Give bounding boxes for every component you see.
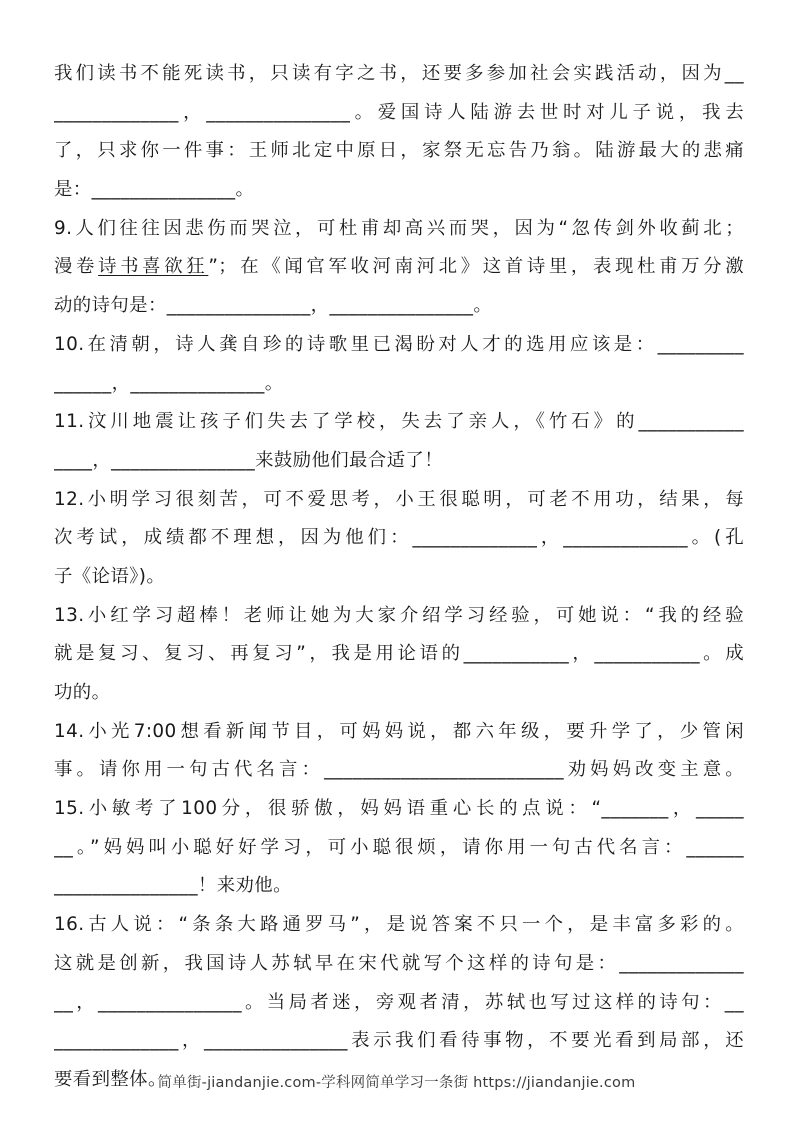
text-line: 我们读书不能死读书，只读有字之书，还要多参加社会实践活动，因为__ xyxy=(54,63,744,84)
question-10-line: 10.在清朝，诗人龚自珍的诗歌里已渴盼对人才的选用应该是：_________ xyxy=(54,333,744,355)
text-line: 功的。 xyxy=(54,682,111,703)
question-16-line: 16.古人说：“条条大路通罗马”，是说答案不只一个，是丰富多彩的。 xyxy=(54,914,744,936)
question-11-line: 11.汶川地震让孩子们失去了学校，失去了亲人，《竹石》的___________ xyxy=(54,411,744,433)
question-9-line: 9.人们往往因悲伤而哭泣，可杜甫却高兴而哭，因为“忽传剑外收蓟北； xyxy=(54,217,744,239)
question-13-line: 13.小红学习超棒！老师让她为大家介绍学习经验，可她说：“我的经验 xyxy=(54,604,744,626)
line-prefix: 漫卷 xyxy=(54,256,99,278)
text-line: _____________，_______________表示我们看待事物，不要光看到局部，还 xyxy=(54,1030,744,1052)
text-line: 要看到整体。 xyxy=(54,1068,167,1090)
text-line: 事。请你用一句古代名言：_________________________劝妈妈改变主意。 xyxy=(54,759,744,781)
text-line: _____________，_______________。爱国诗人陆游去世时对儿子说，我去 xyxy=(54,101,744,123)
text-line: _______________！来劝他。 xyxy=(54,875,292,897)
text-line: 这就是创新，我国诗人苏轼早在宋代就写个这样的诗句是：_____________ xyxy=(54,952,744,974)
text-line: 了，只求你一件事：王师北定中原日，家祭无忘告乃翁。陆游最大的悲痛 xyxy=(54,140,744,162)
text-line: 是：_______________。 xyxy=(54,179,255,201)
text-line xyxy=(54,248,744,287)
question-14-line: 14.小光7:00想看新闻节目，可妈妈说，都六年级，要升学了，少管闲 xyxy=(54,720,744,742)
text-line: 动的诗句是：_______________，_______________。 xyxy=(54,295,493,317)
question-15-line: 15.小敏考了100分，很骄傲，妈妈语重心长的点说：“_______，_____ xyxy=(54,798,744,820)
question-12-line: 12.小明学习很刻苦，可不爱思考，小王很聪明，可老不用功，结果，每 xyxy=(54,488,744,510)
text-line: ____，_______________来鼓励他们最合适了！ xyxy=(54,449,444,471)
text-line: __，_______________。当局者迷，旁观者清，苏轼也写过这样的诗句：__ xyxy=(54,991,744,1013)
line-suffix: ”；在《闻官军收河南河北》这首诗里，表现杜甫万分激 xyxy=(208,256,744,278)
text-line: __。”妈妈叫小聪好好学习，可小聪很烦，请你用一句古代名言：______ xyxy=(54,836,744,858)
text-line: 子《论语》)。 xyxy=(54,565,166,587)
text-line: ______，______________。 xyxy=(54,372,284,394)
text-line: 次考试，成绩都不理想，因为他们：_____________，_____________。(孔 xyxy=(54,527,744,549)
underlined-phrase: 诗书喜欲狂 xyxy=(98,256,209,278)
worksheet-body xyxy=(54,55,744,1100)
text-line: 就是复习、复习、再复习”，我是用论语的___________，___________。成 xyxy=(54,643,744,665)
page-footer: 简单街-jiandanjie.com-学科网简单学习一条街 https://jiandanjie.com xyxy=(157,1075,636,1091)
